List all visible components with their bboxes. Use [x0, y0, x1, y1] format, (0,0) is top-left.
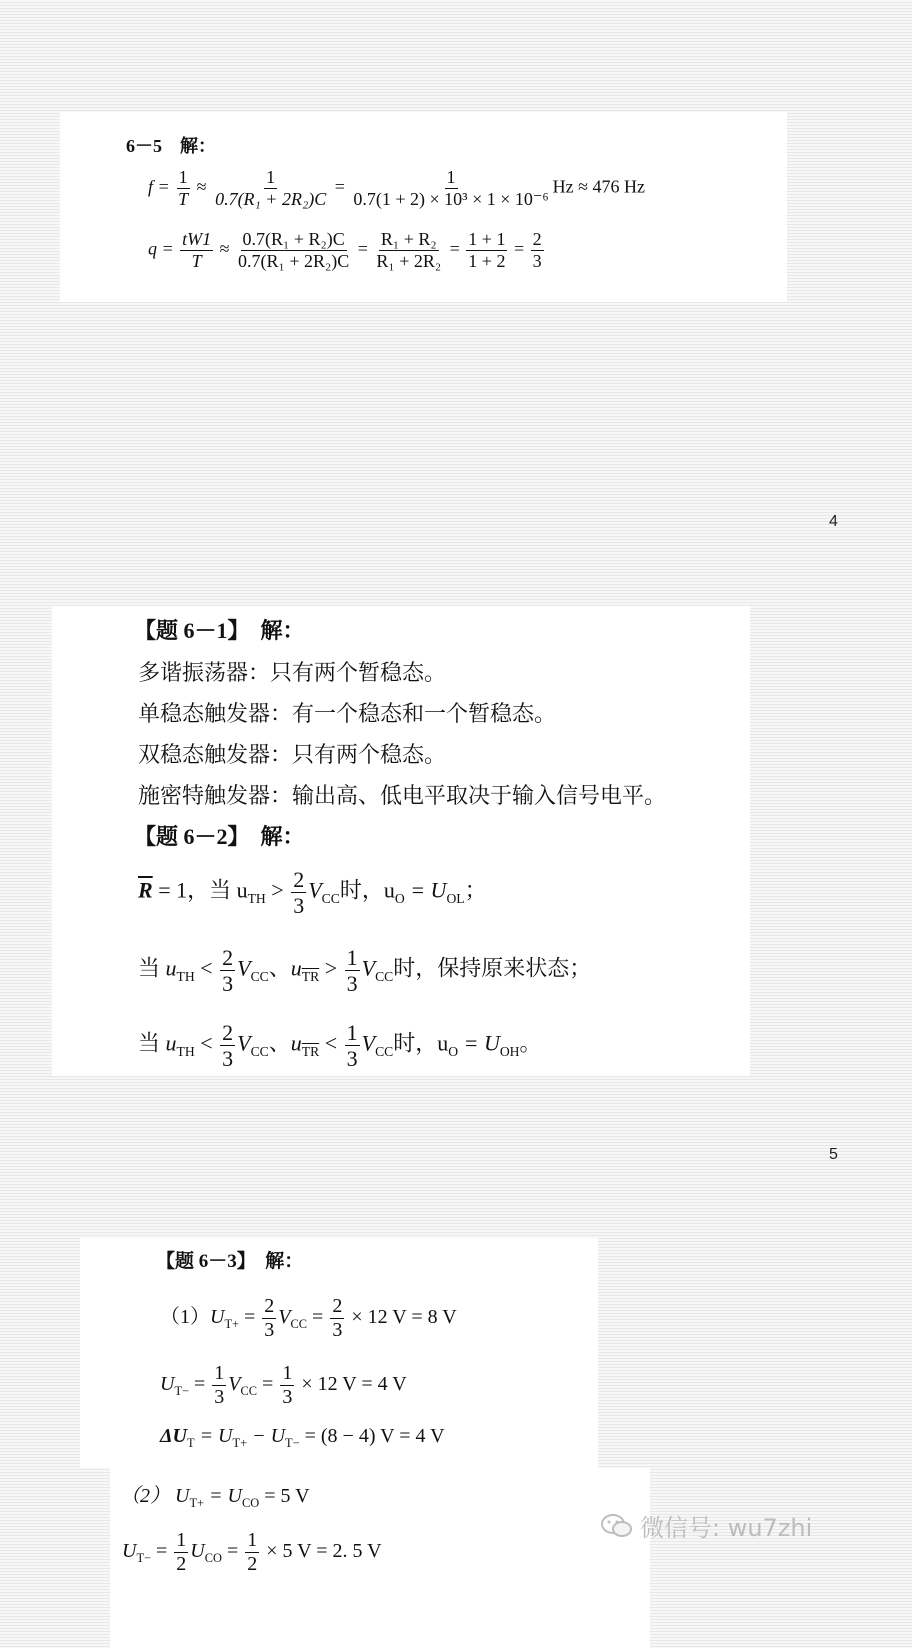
- monostable-line: 单稳态触发器：有一个稳态和一个暂稳态。: [138, 701, 557, 726]
- problem-6-3-title: 【题 6－3】 解：: [156, 1251, 304, 1272]
- condition-line-3: 当 $u_{TH}$ < $\frac{2}{3}$ $V_{CC}$、$u_{\overline{TR}}$ < $\frac{1}{3}$ $V_{CC}$时，$u_O = U_{OH}$。: [138, 1020, 542, 1072]
- delta-ut-equation: $\Delta U_T = U_{T+} - U_{T-} = (8 - 4) V = 4$ V: [160, 1425, 445, 1450]
- page-number: 5: [829, 1146, 838, 1163]
- solution-6-5-panel: [60, 112, 787, 302]
- solution-6-3-part2-panel: [110, 1468, 650, 1648]
- bistable-line: 双稳态触发器：只有两个稳态。: [138, 742, 447, 767]
- watermark-text: 微信号: wu7zhi: [640, 1514, 813, 1542]
- solution-6-1-6-2-panel: [52, 606, 750, 1076]
- wechat-watermark: [600, 1508, 812, 1546]
- condition-line-1: $\overline{R} = 1$，当 $u_{TH}$ > $\frac{2}{3}$ $V_{CC}$时，$u_O = U_{OL}$；: [138, 867, 487, 919]
- ut-plus-equation: $(1)U_{T+}$ = $\frac{2}{3}$ $V_{CC}$ = $\frac{2}{3}$ × 12 V = 8 V: [160, 1295, 457, 1341]
- schmitt-line: 施密特触发器：输出高、低电平取决于输入信号电平。: [138, 783, 667, 808]
- solution-6-5-title: 6－5 解：: [126, 136, 216, 156]
- wechat-icon: [600, 1512, 634, 1546]
- page-number: 4: [829, 513, 838, 530]
- solution-6-3-panel: [80, 1238, 598, 1468]
- problem-6-1-title: 【题 6－1】 解：: [134, 618, 305, 643]
- ut-minus-ucc-equation: $U_{T-}$ = $\frac{1}{2}$ $U_{CO}$ = $\frac{1}{2}$ × 5 V = 2. 5 V: [122, 1529, 382, 1575]
- ut-minus-equation: $U_{T-}$ = $\frac{1}{3}$ $V_{CC}$ = $\frac{1}{3}$ × 12 V = 4 V: [160, 1362, 407, 1408]
- equation-f: f = $\frac{1}{T}$ ≈ $\frac{1}{\text{0.7(R₁ + 2R₂)C}}$ = $\frac{1}{\text{0.7(1 + 2) × 10³ × 1 × 10⁻⁶}}$ Hz ≈ 476 Hz: [148, 167, 646, 209]
- ut-plus-ucc-equation: （2） $U_{T+} = U_{CO} = 5$ V: [120, 1485, 310, 1510]
- equation-q: q = $\frac{tW1}{T}$ ≈ $\frac{\text{0.7(R₁ + R₂)C}}{\text{0.7(R₁ + 2R₂)C}}$ = $\frac{\text{R₁ + R₂}}{\text{R₁ + 2R₂}}$ = $\frac{1 + 1}{1 + 2}$ = $\frac{2}{3}$: [148, 229, 542, 271]
- condition-line-2: 当 $u_{TH}$ < $\frac{2}{3}$ $V_{CC}$、$u_{\overline{TR}}$ > $\frac{1}{3}$ $V_{CC}$时，保持原来状态；: [138, 945, 592, 997]
- multivibrator-line: 多谐振荡器：只有两个暂稳态。: [138, 660, 447, 685]
- problem-6-2-title: 【题 6－2】 解：: [134, 824, 305, 849]
